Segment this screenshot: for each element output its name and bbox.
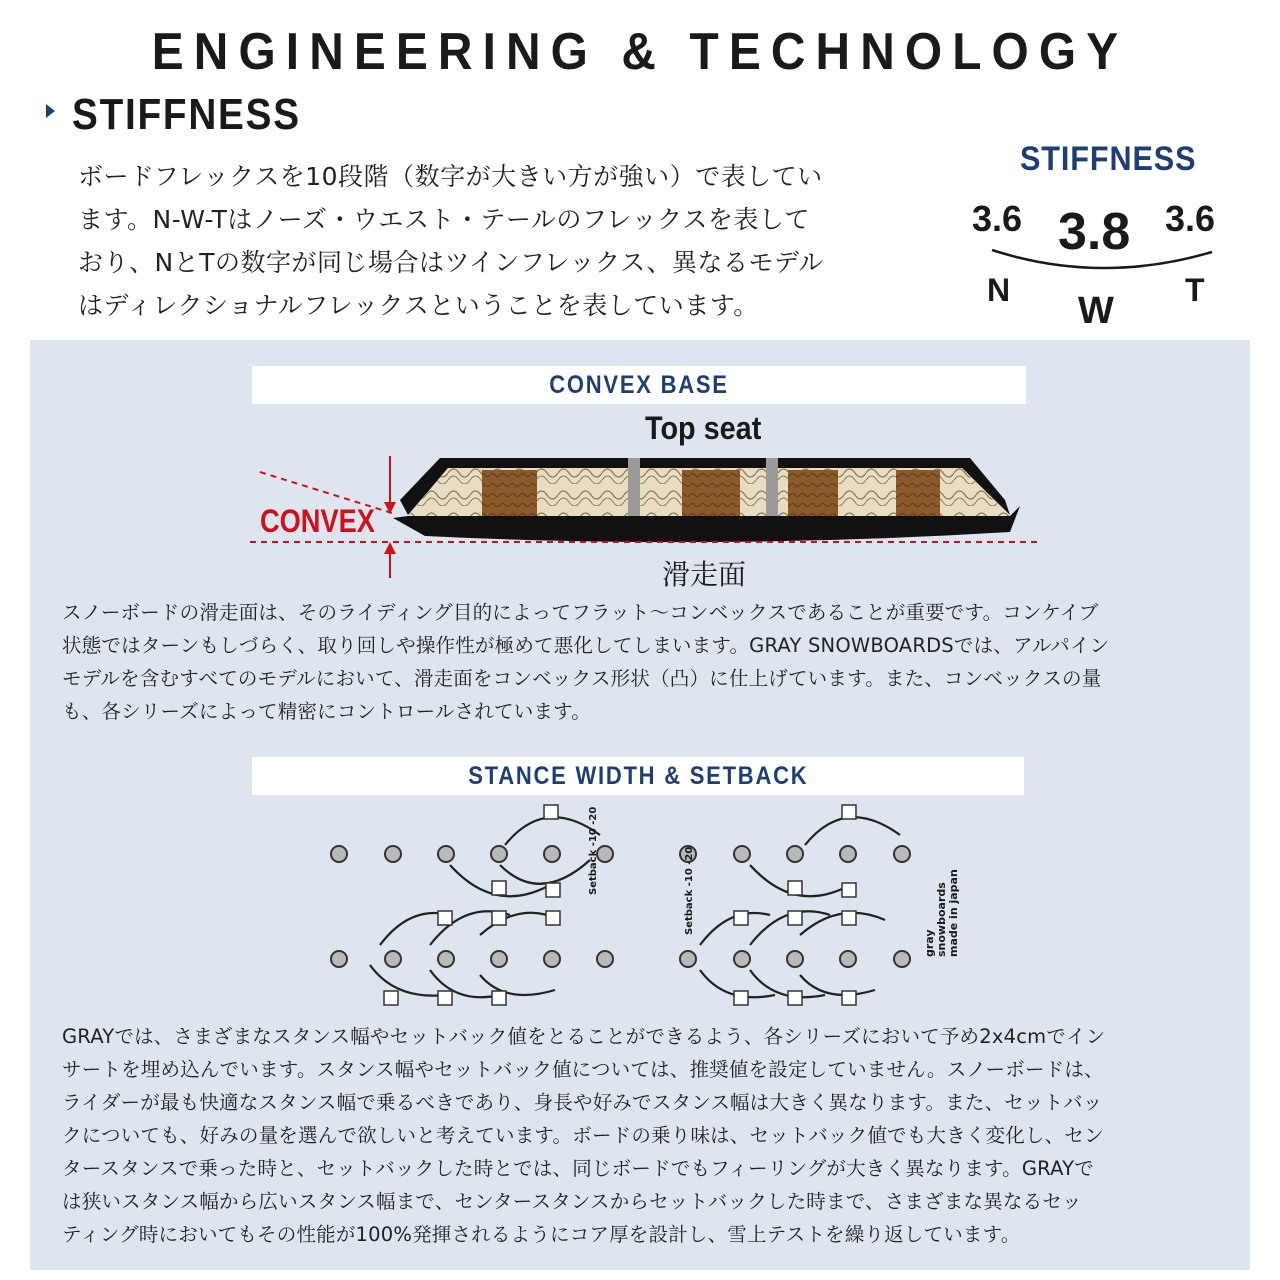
screw-marker <box>384 991 398 1005</box>
insert-hole <box>385 951 401 967</box>
paragraph-line: GRAYでは、さまざまなスタンス幅やセットバック値をとることができるよう、各シリーズにおいて予め2x4cmでイン <box>62 1025 1106 1048</box>
insert-hole <box>597 846 613 862</box>
tail-letter: T <box>1185 272 1205 308</box>
arc <box>505 817 600 845</box>
stiffness-diagram-label: STIFFNESS <box>1020 140 1197 178</box>
screw-marker <box>842 883 856 897</box>
insert-hole <box>894 951 910 967</box>
screw-marker <box>492 991 506 1005</box>
stiffness-diagram <box>960 130 1250 340</box>
paragraph-line: おり、NとTの数字が同じ場合はツインフレックス、異なるモデル <box>78 248 824 277</box>
screw-marker <box>734 911 748 925</box>
arc <box>500 860 590 884</box>
insert-holes <box>331 846 910 967</box>
stiffness-paragraph <box>78 155 958 327</box>
convex-banner-title: CONVEX BASE <box>549 371 729 399</box>
insert-hole <box>385 846 401 862</box>
stance-paragraph <box>62 1020 1232 1251</box>
paragraph-line: クについても、好みの量を選んで欲しいと考えています。ボードの乗り味は、セットバック値でも大きく変化し、セン <box>62 1124 1104 1147</box>
tail-value: 3.6 <box>1165 198 1216 239</box>
convex-banner <box>252 366 1026 404</box>
insert-hole <box>544 846 560 862</box>
section-title: STIFFNESS <box>72 90 301 139</box>
setback-label-left: Setback -10 -20 <box>588 806 599 895</box>
stance-arcs <box>370 817 900 997</box>
insert-hole <box>331 846 347 862</box>
insert-hole <box>491 846 507 862</box>
screw-marker <box>842 911 856 925</box>
core-lamination <box>788 470 838 522</box>
screw-marker <box>734 991 748 1005</box>
nose-value: 3.6 <box>972 198 1023 239</box>
insert-hole <box>734 951 750 967</box>
screw-marker <box>842 991 856 1005</box>
paragraph-line: も、各シリーズによって精密にコントロールされています。 <box>62 700 591 723</box>
screw-marker <box>546 883 560 897</box>
insert-hole <box>438 846 454 862</box>
base-label: 滑走面 <box>662 558 747 591</box>
insert-hole <box>894 846 910 862</box>
paragraph-line: サートを埋め込んでいます。スタンス幅やセットバック値については、推奨値を設定していません。スノーボードは、 <box>62 1058 1104 1081</box>
convex-paragraph <box>62 596 1232 728</box>
screw-marker <box>788 991 802 1005</box>
paragraph-line: モデルを含むすべてのモデルにおいて、滑走面をコンベックス形状（凸）に仕上げています。また、コンベックスの量 <box>62 667 1102 690</box>
core-lamination <box>896 470 940 522</box>
insert-hole <box>597 951 613 967</box>
screw-marker <box>438 911 452 925</box>
insert-hole <box>840 951 856 967</box>
waist-letter: W <box>1078 290 1114 332</box>
arrow-up-head <box>384 542 396 554</box>
main-title: ENGINEERING & TECHNOLOGY <box>151 23 1129 81</box>
insert-hole <box>544 951 560 967</box>
stance-insert-diagram <box>300 795 980 1015</box>
convex-label: CONVEX <box>260 503 375 539</box>
nose-letter: N <box>987 272 1011 308</box>
insert-hole <box>680 951 696 967</box>
screw-marker <box>788 911 802 925</box>
flex-curve <box>992 250 1212 268</box>
arc <box>805 817 900 845</box>
insert-hole <box>787 846 803 862</box>
insert-hole <box>734 846 750 862</box>
screw-marker <box>492 911 506 925</box>
insert-hole <box>840 846 856 862</box>
waist-value: 3.8 <box>1058 203 1131 261</box>
paragraph-line: スノーボードの滑走面は、そのライディング目的によってフラット～コンベックスであることが重要です。コンケイブ <box>62 601 1099 624</box>
insert-hole <box>438 951 454 967</box>
core-lamination <box>482 470 537 522</box>
top-seat-label: Top seat <box>645 410 762 446</box>
arc <box>800 975 875 995</box>
screw-marker <box>438 991 452 1005</box>
brand-label: gray snowboards made in japan <box>923 869 960 957</box>
paragraph-line: ティング時においてもその性能が100%発揮されるようにコア厚を設計し、雪上テストを繰り返しています。 <box>62 1223 1021 1246</box>
paragraph-line: タースタンスで乗った時と、セットバックした時とでは、同じボードでもフィーリングが大きく異なります。GRAYで <box>62 1157 1094 1180</box>
stance-banner-title: STANCE WIDTH & SETBACK <box>467 762 809 790</box>
stance-banner <box>252 757 1024 795</box>
paragraph-line: は狭いスタンス幅から広いスタンス幅まで、センタースタンスからセットバックした時まで、さまざまな異なるセッ <box>62 1190 1082 1213</box>
paragraph-line: 状態ではターンもしづらく、取り回しや操作性が極めて悪化してしまいます。GRAY SNOWBOARDSでは、アルパイン <box>62 634 1110 657</box>
screw-marker <box>544 805 558 819</box>
core-lamination <box>682 470 740 522</box>
screw-markers <box>384 805 856 1005</box>
insert-hole <box>331 951 347 967</box>
arc <box>370 965 445 996</box>
setback-label-right: Setback -10 -20 <box>684 846 695 935</box>
screw-marker <box>842 805 856 819</box>
paragraph-line: ボードフレックスを10段階（数字が大きい方が強い）で表してい <box>78 162 823 191</box>
screw-marker <box>788 881 802 895</box>
section-marker-icon <box>46 104 55 118</box>
paragraph-line: ます。N-W-Tはノーズ・ウエスト・テールのフレックスを表して <box>78 205 810 234</box>
screw-marker <box>546 911 560 925</box>
paragraph-line: はディレクショナルフレックスということを表しています。 <box>78 291 759 320</box>
screw-marker <box>492 881 506 895</box>
insert-hole <box>787 951 803 967</box>
insert-hole <box>491 951 507 967</box>
paragraph-line: ライダーが最も快適なスタンス幅で乗るべきであり、身長や好みでスタンス幅は大きく異なります。また、セットバッ <box>62 1091 1103 1114</box>
arrow-down-head <box>384 502 396 514</box>
